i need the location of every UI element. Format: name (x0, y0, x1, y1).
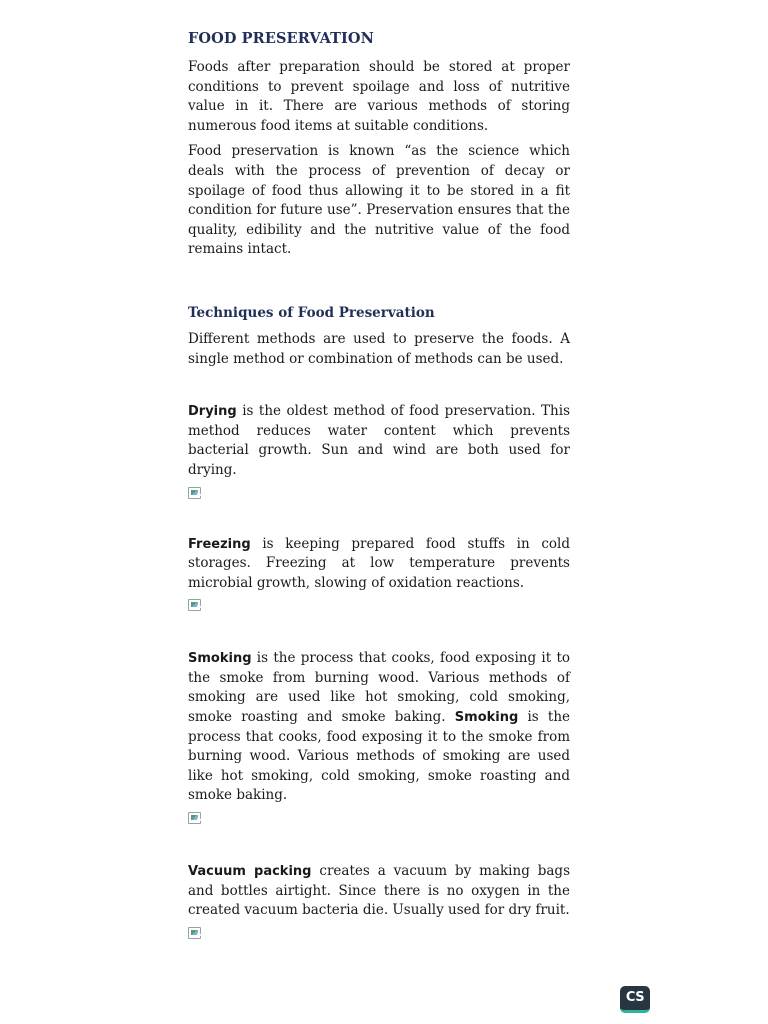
method-freezing (188, 535, 570, 594)
broken-image-icon (188, 927, 201, 939)
section-heading: Techniques of Food Preservation (188, 304, 435, 321)
broken-image-icon (188, 812, 201, 824)
method-term: Smoking (188, 651, 252, 667)
method-term: Smoking (454, 710, 519, 726)
method-vacuum-packing (188, 862, 570, 921)
method-text: is the process that cooks, food exposing it to the smoke from burning wood. Various methods of smoking are used like hot smoking, cold smoking, smoke roasting and smoke baking. (188, 709, 571, 804)
camscanner-logo-icon: CS (620, 986, 650, 1013)
method-drying (188, 402, 570, 480)
method-text: is keeping prepared food stuffs in cold storages. Freezing at low temperature prevents microbial growth, slowing of oxidation reactions. (188, 535, 570, 591)
intro-paragraph-2: Food preservation is known “as the science which deals with the process of prevention of decay or spoilage of food thus allowing it to be stored in a fit condition for future use”. Preservation ensures that the quality, edibility and the nutritive value of the food remains intact. (188, 143, 570, 258)
broken-image-icon (188, 599, 201, 611)
document-page (188, 30, 570, 939)
method-text: is the process that cooks, food exposing it to the smoke from burning wood. Various methods of smoking are used like hot smoking, cold smoking, smoke roasting and smoke baking. (188, 650, 570, 726)
intro-paragraph-1: Foods after preparation should be stored at proper conditions to prevent spoilage and loss of nutritive value in it. There are various methods of storing numerous food items at suitable conditions. (188, 59, 570, 134)
method-term: Drying (188, 404, 237, 420)
method-term: Freezing (188, 536, 251, 552)
techniques-intro: Different methods are used to preserve the foods. A single method or combination of methods can be used. (188, 330, 570, 367)
method-term: Vacuum packing (188, 864, 312, 880)
method-text: is the oldest method of food preservation. This method reduces water content which prevents bacterial growth. Sun and wind are both used for drying. (188, 403, 570, 478)
page-title: FOOD PRESERVATION (188, 30, 374, 47)
broken-image-icon (188, 487, 201, 499)
method-smoking (188, 649, 570, 806)
method-text: creates a vacuum by making bags and bottles airtight. Since there is no oxygen in the created vacuum bacteria die. Usually used for dry fruit. (188, 863, 570, 919)
